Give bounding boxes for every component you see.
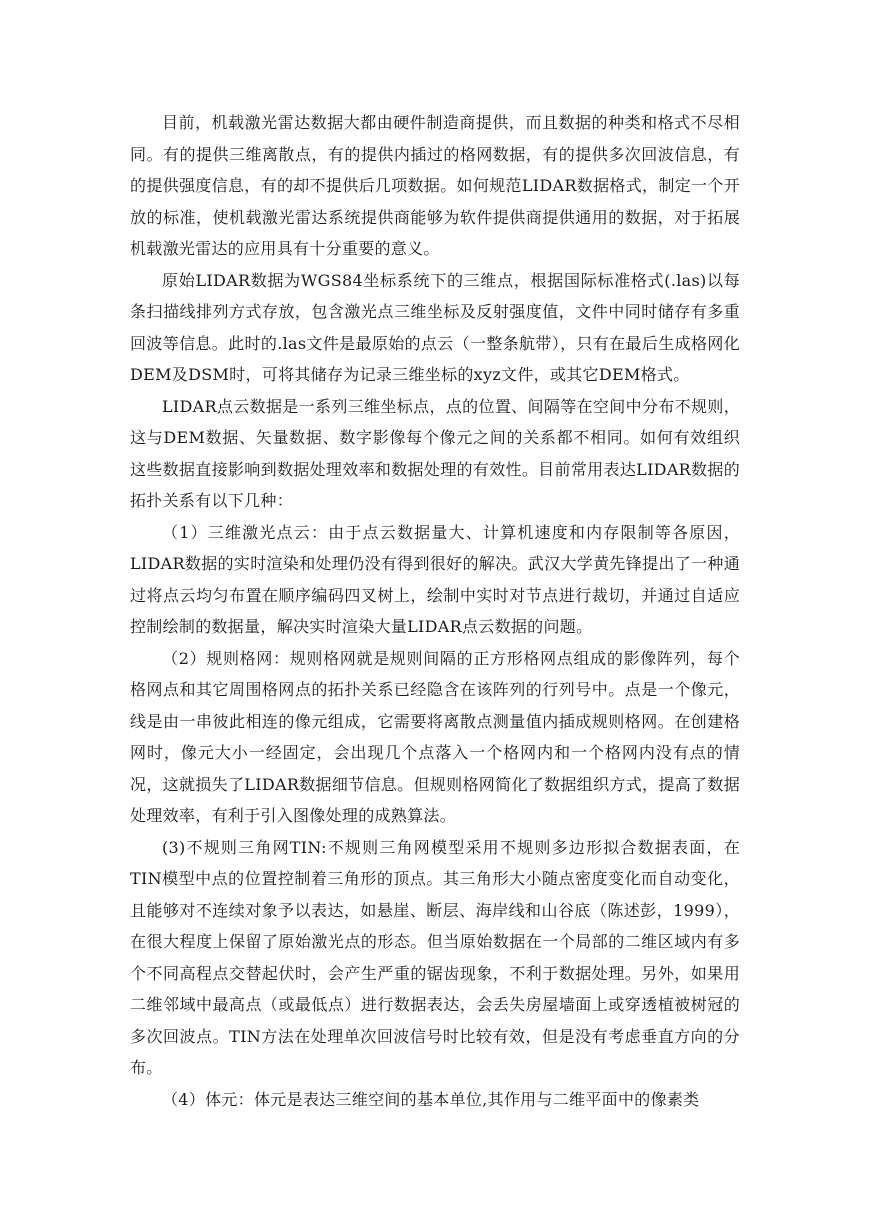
paragraph-raw-lidar-data: 原始LIDAR数据为WGS84坐标系统下的三维点，根据国际标准格式(.las)以每条扫描线排列方式存放，包含激光点三维坐标及反射强度值，文件中同时储存有多重回波等信息。此时的.las文件是最原始的点云（一整条航带），只有在最后生成格网化DEM及DSM时，可将其储存为记录三维坐标的xyz文件，或其它DEM格式。	[130, 270, 740, 384]
paragraph-regular-grid: （2）规则格网：规则格网就是规则间隔的正方形格网点组成的影像阵列，每个格网点和其它周围格网点的拓扑关系已经隐含在该阵列的行列号中。点是一个像元，线是由一串彼此相连的像元组成，它需要将离散点测量值内插成规则格网。在创建格网时，像元大小一经固定，会出现几个点落入一个格网内和一个格网内没有点的情况，这就损失了LIDAR数据细节信息。但规则格网简化了数据组织方式，提高了数据处理效率，有利于引入图像处理的成熟算法。	[130, 648, 740, 825]
paragraph-3d-laser-point-cloud: （1）三维激光点云：由于点云数据量大、计算机速度和内存限制等各原因，LIDAR数据的实时渲染和处理仍没有得到很好的解决。武汉大学黄先锋提出了一种通过将点云均匀布置在顺序编码四叉树上，绘制中实时对节点进行裁切，并通过自适应控制绘制的数据量，解决实时渲染大量LIDAR点云数据的问题。	[130, 522, 740, 636]
paragraph-voxel: （4）体元：体元是表达三维空间的基本单位,其作用与二维平面中的像素类	[162, 1089, 700, 1109]
paragraph-lidar-data-formats: 目前，机载激光雷达数据大都由硬件制造商提供，而且数据的种类和格式不尽相同。有的提供三维离散点，有的提供内插过的格网数据，有的提供多次回波信息，有的提供强度信息，有的却不提供后几项数据。如何规范LIDAR数据格式，制定一个开放的标准，使机载激光雷达系统提供商能够为软件提供商提供通用的数据，对于拓展机载激光雷达的应用具有十分重要的意义。	[130, 113, 740, 258]
document-body	[130, 107, 740, 1115]
paragraph-tin: (3)不规则三角网TIN:不规则三角网模型采用不规则多边形拟合数据表面，在TIN模型中点的位置控制着三角形的顶点。其三角形大小随点密度变化而自动变化，且能够对不连续对象予以表达，如悬崖、断层、海岸线和山谷底（陈述彭，1999），在很大程度上保留了原始激光点的形态。但当原始数据在一个局部的二维区域内有多个不同高程点交替起伏时，会产生严重的锯齿现象，不利于数据处理。另外，如果用二维邻域中最高点（或最低点）进行数据表达，会丢失房屋墙面上或穿透植被树冠的多次回波点。TIN方法在处理单次回波信号时比较有效，但是没有考虑垂直方向的分布。	[130, 837, 740, 1077]
paragraph-point-cloud-topology: LIDAR点云数据是一系列三维坐标点，点的位置、间隔等在空间中分布不规则，这与DEM数据、矢量数据、数字影像每个像元之间的关系都不相同。如何有效组织这些数据直接影响到数据处理效率和数据处理的有效性。目前常用表达LIDAR数据的拓扑关系有以下几种：	[130, 396, 740, 510]
